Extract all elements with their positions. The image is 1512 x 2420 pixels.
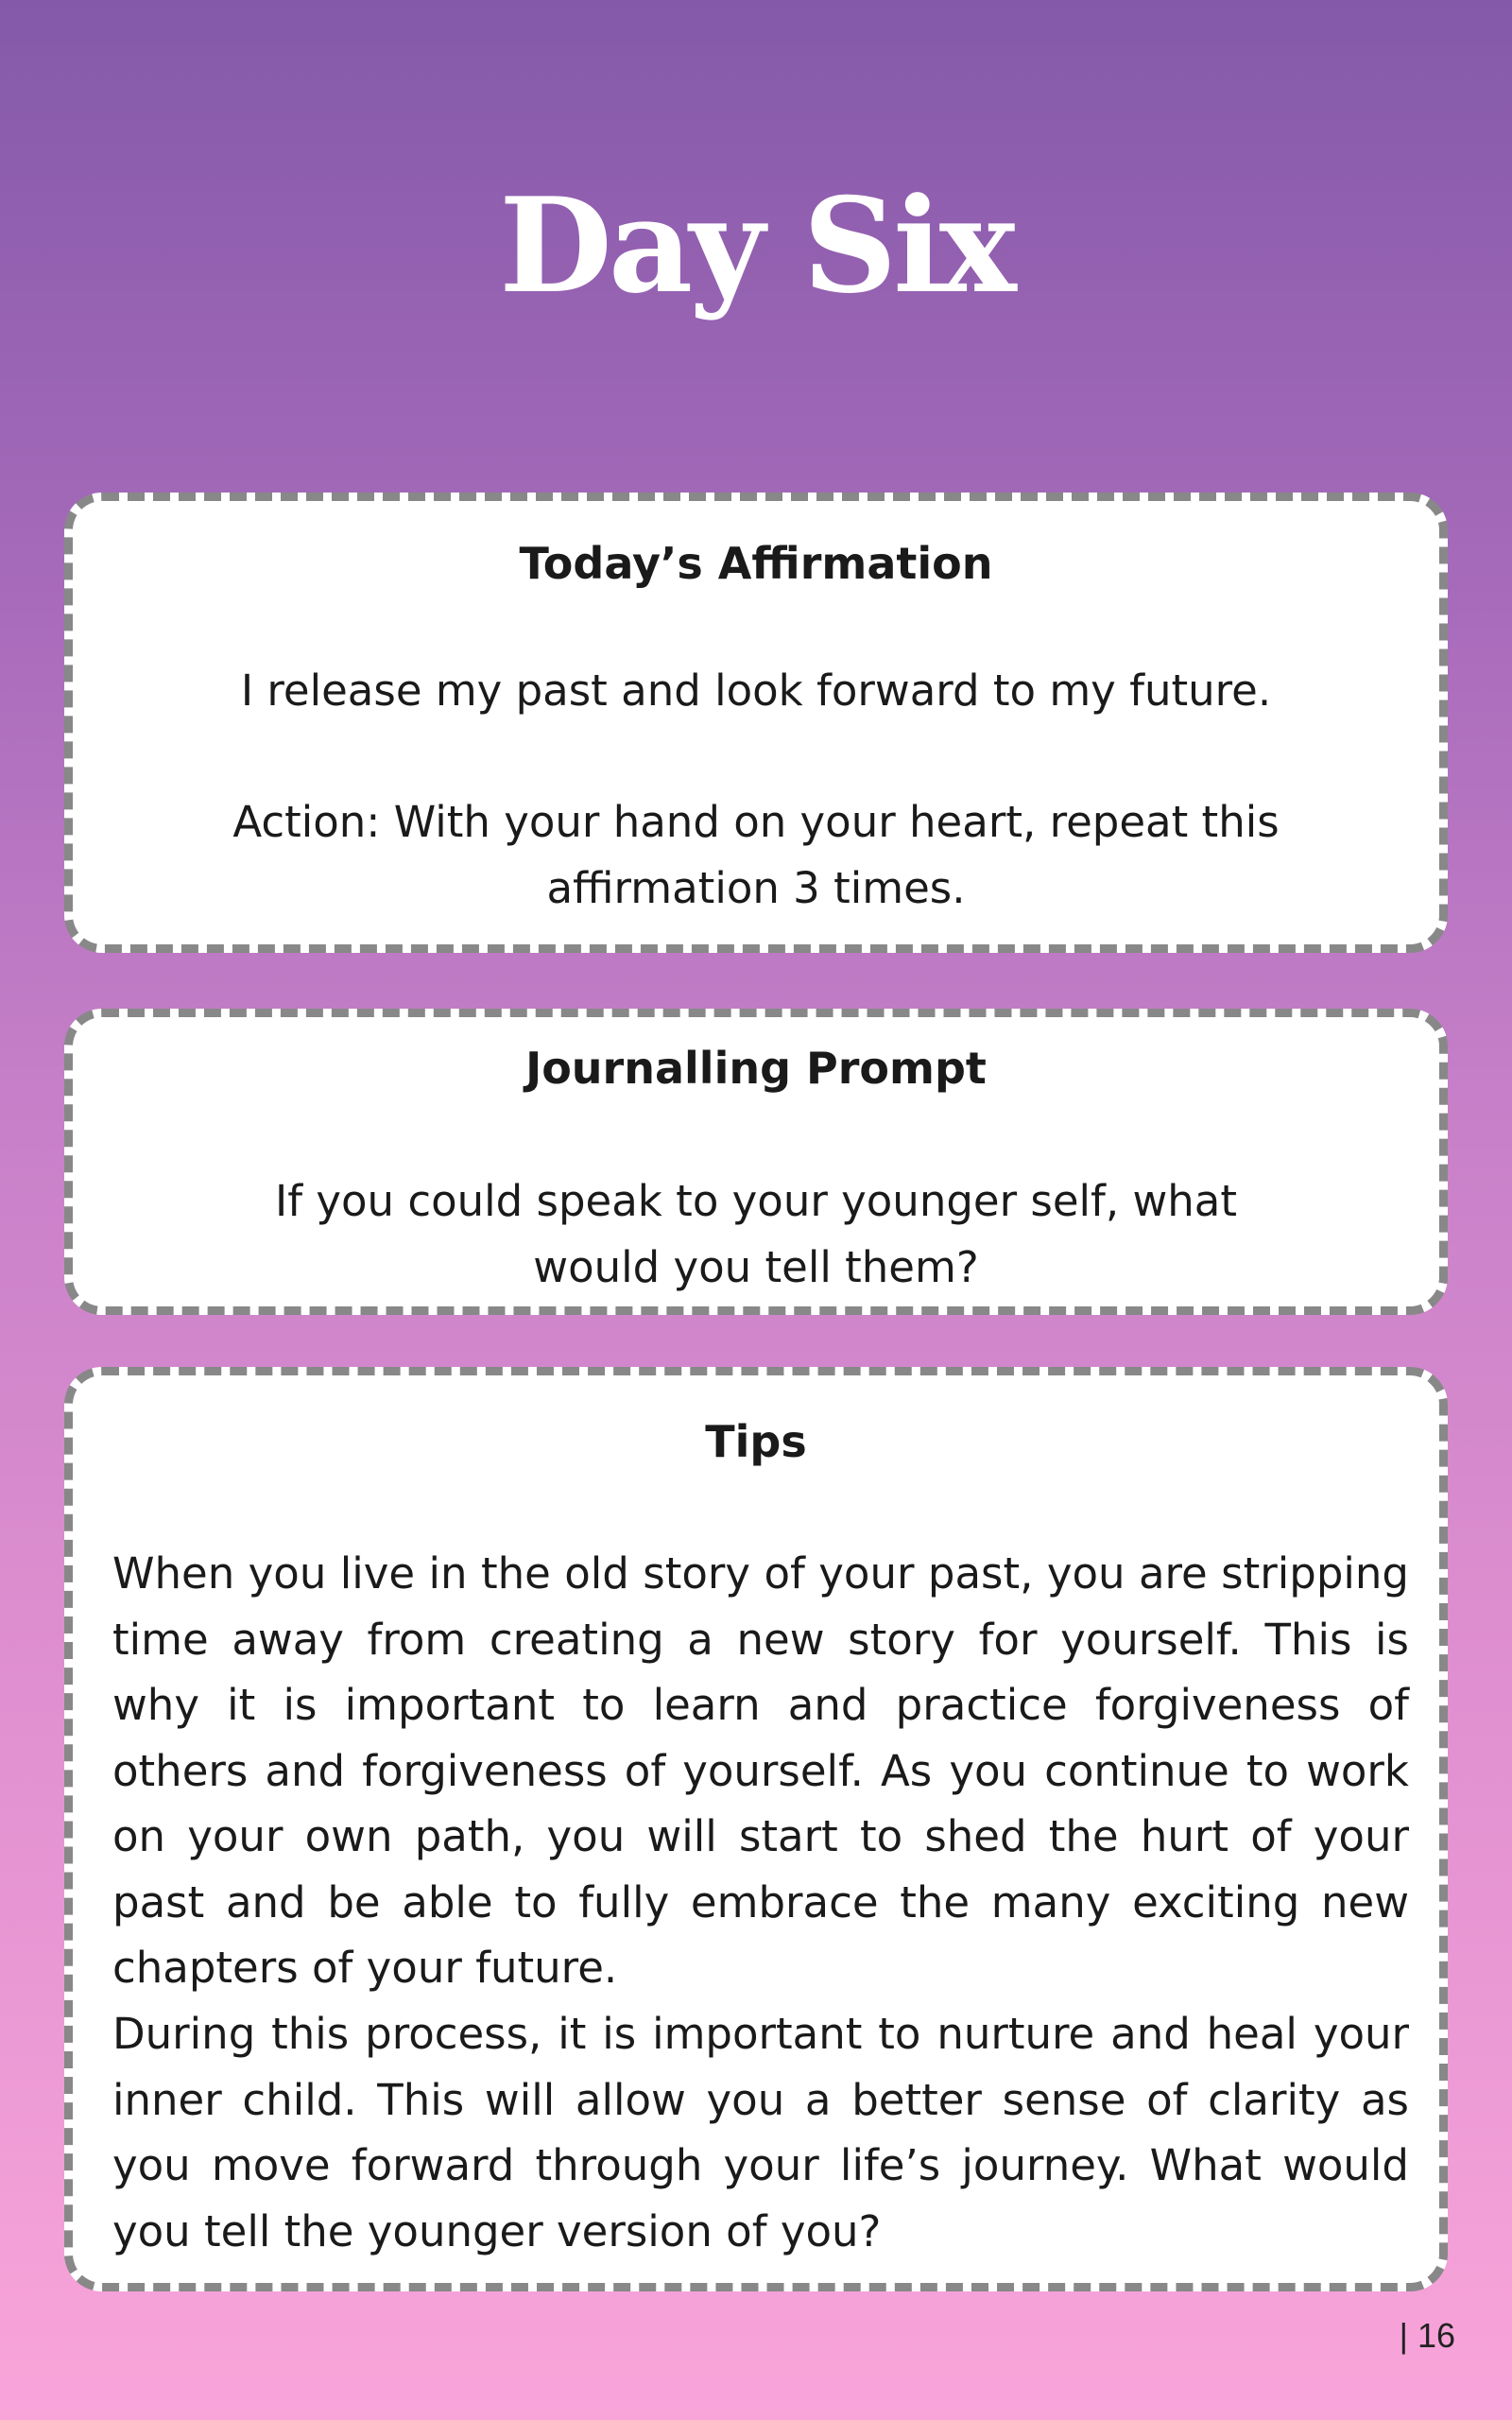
journal-prompt-text: If you could speak to your younger self, what would you tell them? bbox=[274, 1176, 1238, 1292]
tips-paragraph: When you live in the old story of your past, you are stripping time away from creating a new story for yourself. This is why it is important to learn and practice forgiveness of others and forgiveness of yourself. As you continue to work on your own path, you will start to shed the hurt of your past and be able to fully embrace the many exciting new chapters of your future. bbox=[112, 1548, 1409, 1993]
affirmation-text: I release my past and look forward to my future. bbox=[240, 666, 1272, 716]
tips-paragraph: During this process, it is important to nurture and heal your inner child. This will allow you a better sense of clarity as you move forward through your life’s journey. What would you tell the younger version of you? bbox=[112, 2009, 1409, 2256]
tips-card bbox=[64, 1367, 1448, 2291]
journal-prompt-card bbox=[64, 1009, 1448, 1315]
affirmation-card bbox=[64, 493, 1448, 953]
page-number: | 16 bbox=[1399, 2316, 1455, 2355]
affirmation-heading: Today’s Affirmation bbox=[519, 538, 993, 589]
tips-heading: Tips bbox=[705, 1416, 807, 1467]
page-title: Day Six bbox=[499, 168, 1013, 322]
journal-heading: Journalling Prompt bbox=[525, 1043, 987, 1094]
affirmation-action: Action: With your hand on your heart, repeat this affirmation 3 times. bbox=[232, 797, 1280, 913]
